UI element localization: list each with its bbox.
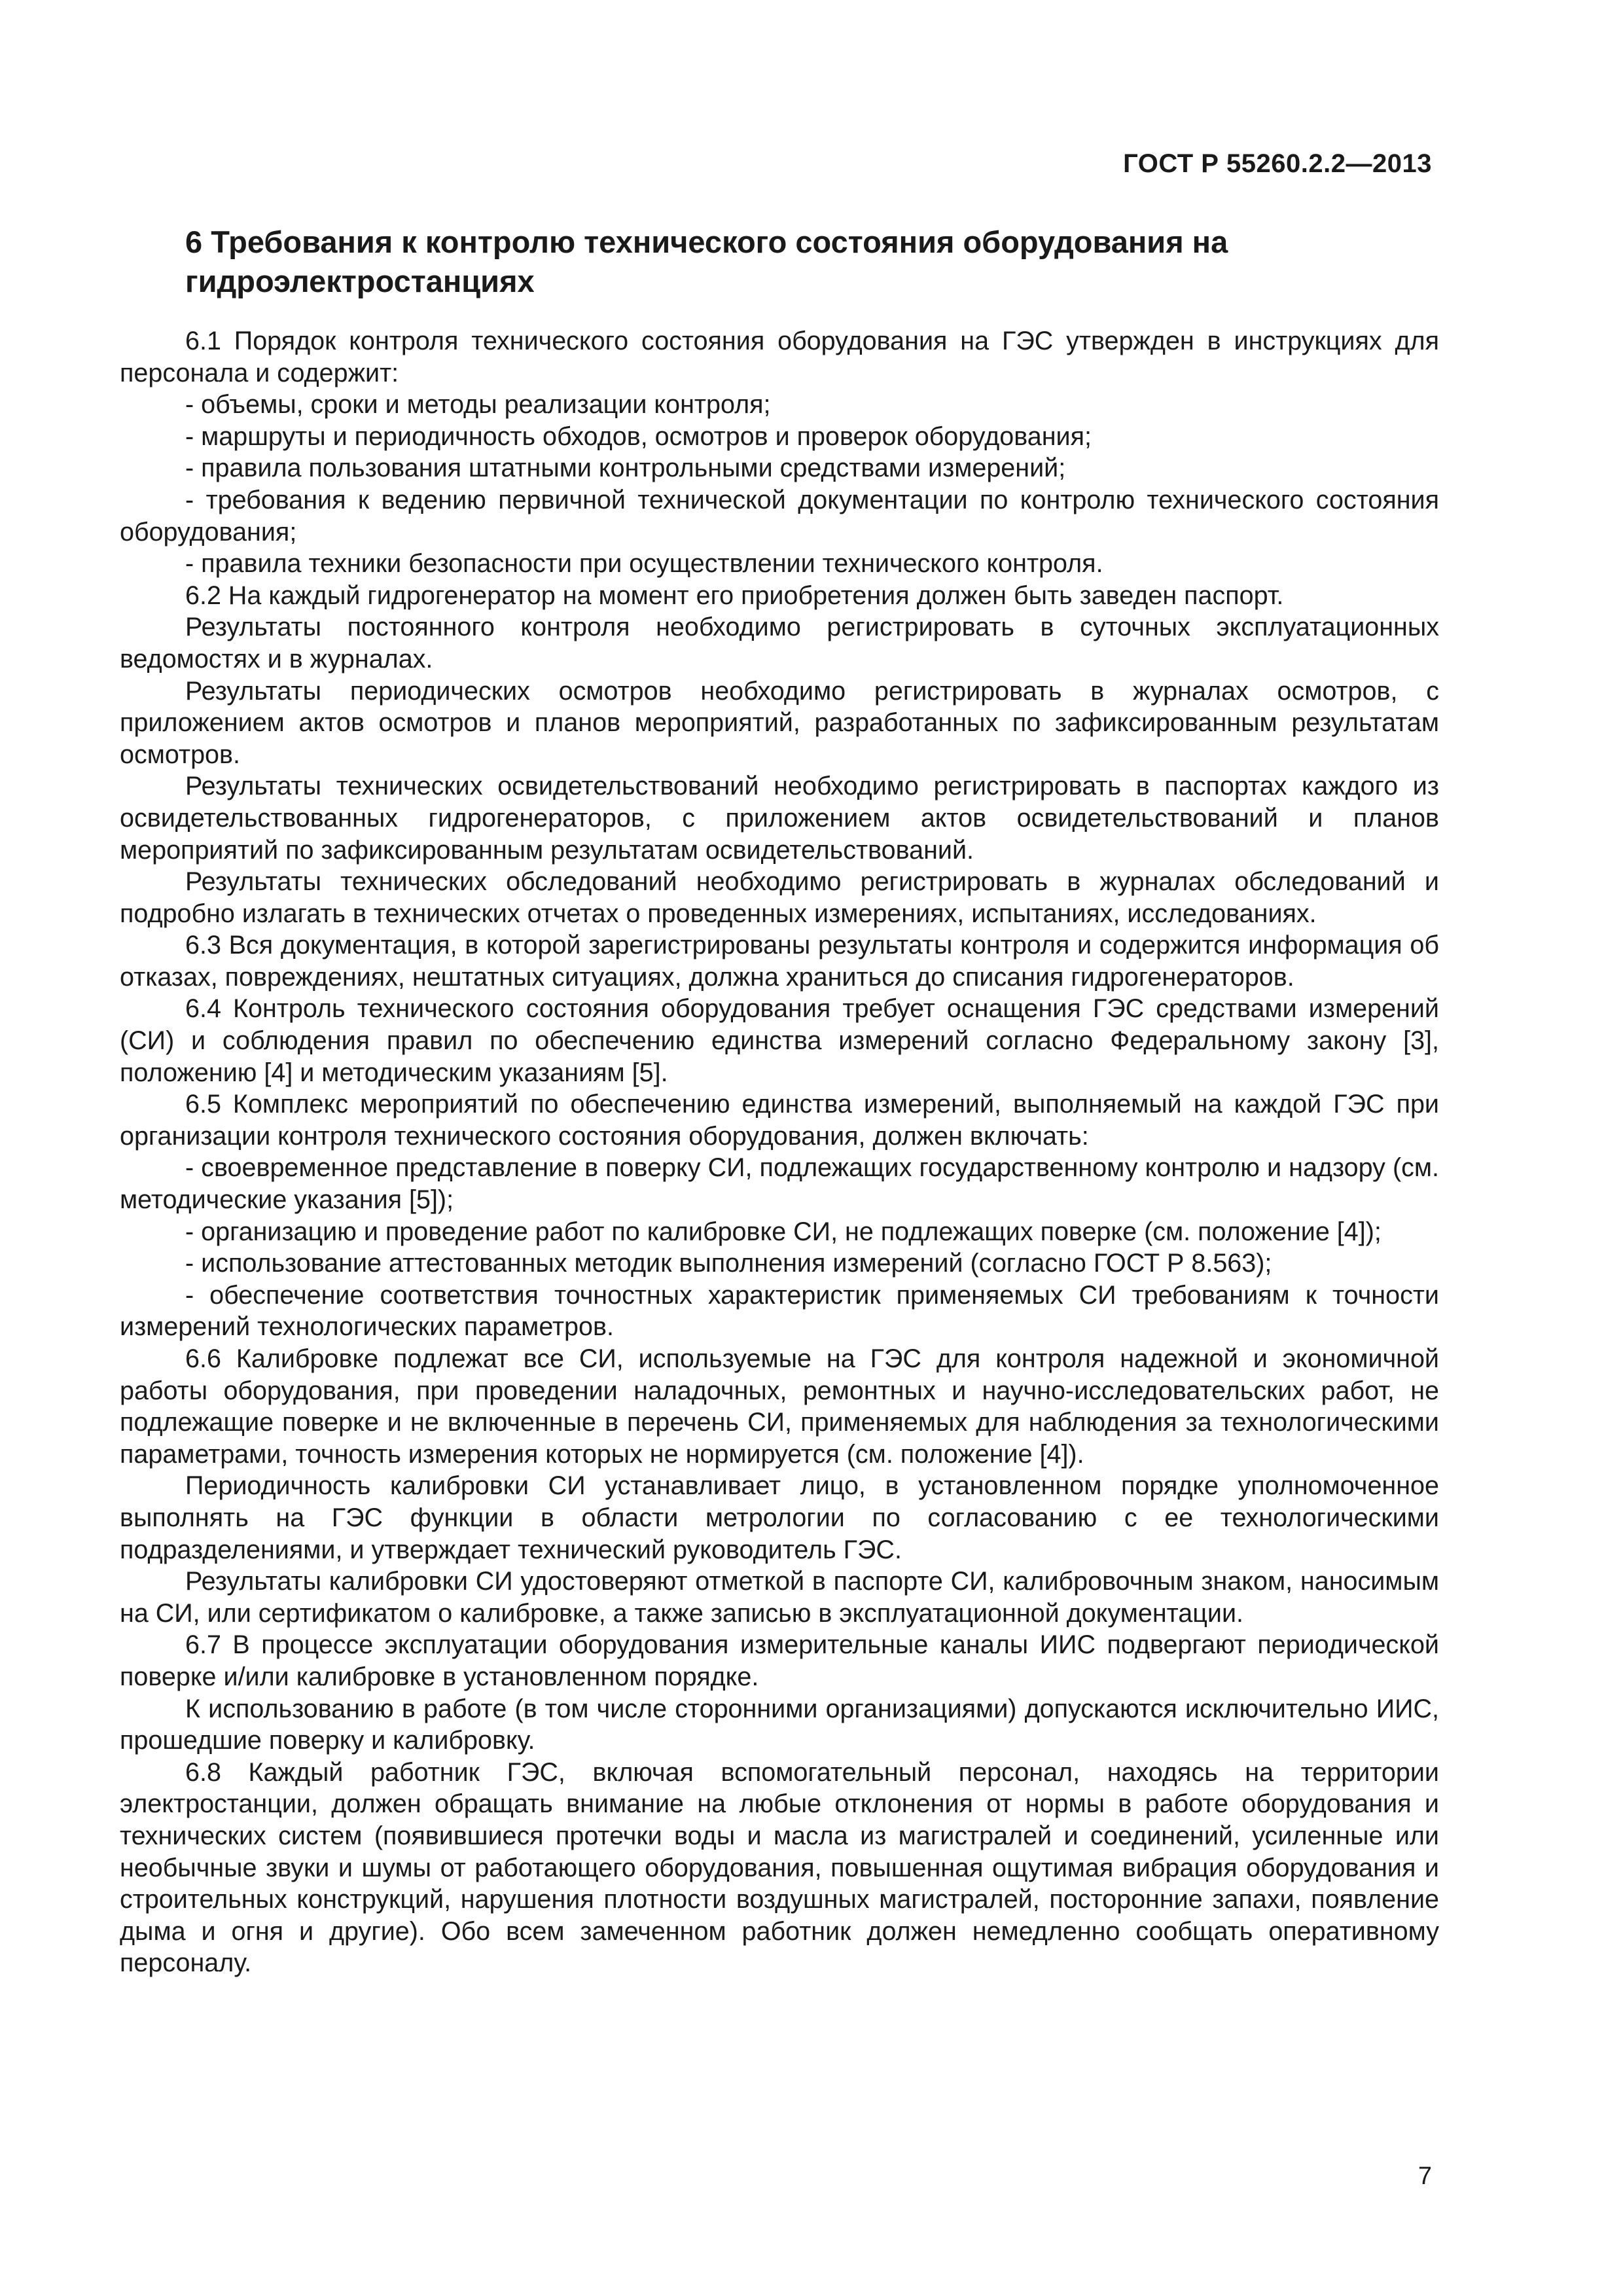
body-text — [120, 325, 1439, 1979]
list-item: - обеспечение соответствия точностных характеристик применяемых СИ требованиям к точности измерений технологических параметров. — [120, 1280, 1439, 1342]
paragraph: К использованию в работе (в том числе сторонними организациями) допускаются исключительно ИИС, прошедшие поверку и калибровку. — [120, 1694, 1439, 1755]
paragraph: Результаты технических обследований необходимо регистрировать в журналах обследований и подробно излагать в технических отчетах о проведенных измерениях, испытаниях, исследованиях. — [120, 867, 1439, 928]
paragraph: 6.8 Каждый работник ГЭС, включая вспомогательный персонал, находясь на территории электростанции, должен обращать внимание на любые отклонения от нормы в работе оборудования и технических систем (появившиеся протечки воды и масла из магистралей и соединений, усиленные или необычные звуки и шумы от работающего оборудования, повышенная ощутимая вибрация оборудования и строительных конструкций, нарушения плотности воздушных магистралей, посторонние запахи, появление дыма и огня и другие). Обо всем замеченном работник должен немедленно сообщать оперативному персоналу. — [120, 1757, 1439, 1978]
list-item: - правила техники безопасности при осуществлении технического контроля. — [185, 549, 1103, 579]
list-item: - объемы, сроки и методы реализации контроля; — [185, 390, 771, 420]
paragraph: 6.4 Контроль технического состояния оборудования требует оснащения ГЭС средствами измерений (СИ) и соблюдения правил по обеспечению единства измерений согласно Федеральному закону [3], положению [4] и методическим указаниям [5]. — [120, 994, 1439, 1087]
list-item: - организацию и проведение работ по калибровке СИ, не подлежащих поверке (см. положение [4]); — [185, 1217, 1382, 1246]
page-number: 7 — [1418, 2162, 1432, 2190]
document-code: ГОСТ Р 55260.2.2—2013 — [1123, 149, 1432, 178]
list-item: - правила пользования штатными контрольными средствами измерений; — [185, 454, 1066, 483]
paragraph: 6.7 В процессе эксплуатации оборудования измерительные каналы ИИС подвергают периодической поверке и/или калибровке в установленном порядке. — [120, 1630, 1439, 1691]
paragraph: Результаты калибровки СИ удостоверяют отметкой в паспорте СИ, калибровочным знаком, наносимым на СИ, или сертификатом о калибровке, а также записью в эксплуатационной документации. — [120, 1567, 1439, 1628]
paragraph: 6.6 Калибровке подлежат все СИ, используемые на ГЭС для контроля надежной и экономичной работы оборудования, при проведении наладочных, ремонтных и научно-исследовательских работ, не подлежащие поверке и не включенные в перечень СИ, применяемых для наблюдения за технологическими параметрами, точность измерения которых не нормируется (см. положение [4]). — [120, 1344, 1439, 1469]
paragraph: Результаты технических освидетельствований необходимо регистрировать в паспортах каждого из освидетельствованных гидрогенераторов, с приложением актов освидетельствований и планов мероприятий по зафиксированным результатам освидетельствований. — [120, 772, 1439, 865]
paragraph: 6.1 Порядок контроля технического состояния оборудования на ГЭС утвержден в инструкциях для персонала и содержит: — [120, 327, 1439, 387]
section-title: 6 Требования к контролю технического состояния оборудования на гидроэлектростанциях — [185, 224, 1228, 298]
paragraph: Результаты постоянного контроля необходимо регистрировать в суточных эксплуатационных ведомостях и в журналах. — [120, 613, 1439, 673]
list-item: - использование аттестованных методик выполнения измерений (согласно ГОСТ Р 8.563); — [185, 1249, 1272, 1278]
paragraph: 6.5 Комплекс мероприятий по обеспечению единства измерений, выполняемый на каждой ГЭС при организации контроля технического состояния оборудования, должен включать: — [120, 1090, 1439, 1151]
list-item: - своевременное представление в поверку СИ, подлежащих государственному контролю и надзору (см. методические указания [5]); — [120, 1153, 1439, 1215]
paragraph: 6.2 На каждый гидрогенератор на момент его приобретения должен быть заведен паспорт. — [185, 581, 1284, 610]
paragraph: 6.3 Вся документация, в которой зарегистрированы результаты контроля и содержится информация об отказах, повреждениях, нештатных ситуациях, должна храниться до списания гидрогенераторов. — [120, 931, 1439, 992]
paragraph: Результаты периодических осмотров необходимо регистрировать в журналах осмотров, с приложением актов осмотров и планов мероприятий, разработанных по зафиксированным результатам осмотров. — [120, 676, 1439, 769]
list-item: - маршруты и периодичность обходов, осмотров и проверок оборудования; — [185, 422, 1092, 451]
paragraph: Периодичность калибровки СИ устанавливает лицо, в установленном порядке уполномоченное выполнять на ГЭС функции в области метрологии по согласованию с ее технологическими подразделениями, и утверждает технический руководитель ГЭС. — [120, 1471, 1439, 1564]
list-item: - требования к ведению первичной технической документации по контролю технического состояния оборудования; — [120, 485, 1439, 547]
